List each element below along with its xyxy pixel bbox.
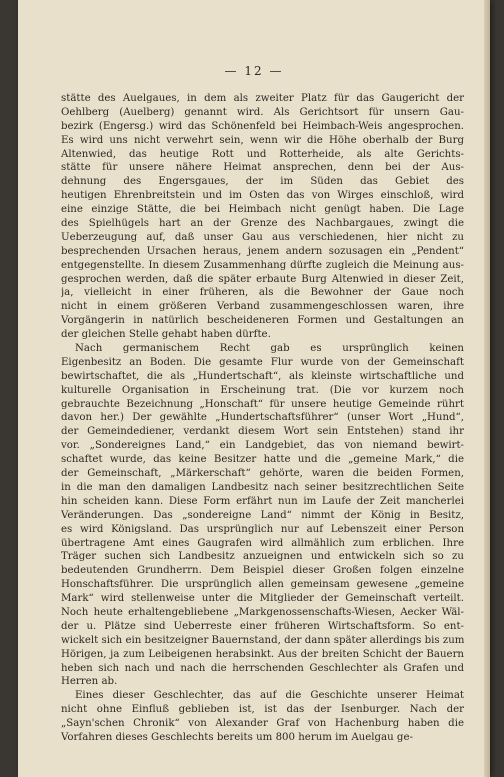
text-line: Hörigen, ja zum Leibeigenen herabsinkt. Aus der breiten Schicht der Bauern <box>61 648 464 660</box>
text-line: der u. Plätze sind Ueberreste einer früheren Wirtschaftsform. So ent- <box>61 620 464 632</box>
text-line: Altenwied, das heutige Rott und Rotterheide, als alte Gerichts- <box>61 148 464 160</box>
book-page <box>18 0 490 777</box>
text-line: Noch heute erhaltengebliebene „Markgenossenschafts-Wiesen, Aecker Wäl- <box>61 606 464 618</box>
text-line: kulturelle Organisation in Erscheinung trat. (Die vor kurzem noch <box>61 384 464 396</box>
text-line: nicht in einem größeren Verband zusammengeschlossen waren, ihre <box>61 301 464 313</box>
text-line: Oehlberg (Auelberg) genannt wird. Als Gerichtsort für unsern Gau- <box>61 106 464 118</box>
paragraph <box>61 342 464 689</box>
text-line: schaftet wurde, das keine Besitzer hatte und die „gemeine Mark,“ die <box>61 454 464 466</box>
text-line: es wird Königsland. Das ursprünglich nur auf Lebenszeit einer Person <box>61 523 464 535</box>
text-line: „Sayn'schen Chronik“ von Alexander Graf von Hachenburg haben die <box>61 718 464 730</box>
paragraph <box>61 92 464 342</box>
text-line: heutigen Ehrenbreitstein und im Osten das von Wirges einschloß, wird <box>61 190 464 202</box>
text-line: bezirk (Engersg.) wird das Schönenfeld bei Heimbach-Weis angesprochen. <box>61 120 464 132</box>
text-line: nicht ohne Einfluß geblieben ist, ist das der Isenburger. Nach der <box>61 704 464 716</box>
text-line: Nach germanischem Recht gab es ursprünglich keinen <box>75 343 464 355</box>
text-line: in die man den damaligen Landbesitz nach seiner besitzrechtlichen Seite <box>61 481 464 493</box>
text-line: Träger suchen sich Landbesitz anzueignen und entwickeln sich so zu <box>61 551 464 563</box>
text-line: dehnung des Engersgaues, der im Süden das Gebiet des <box>61 176 464 188</box>
text-line: hin scheiden kann. Diese Form erfährt nun im Laufe der Zeit mancherlei <box>61 495 464 507</box>
text-line: gesprochen werden, daß die später erbaute Burg Altenwied in dieser Zeit, <box>61 273 464 285</box>
page-edge <box>484 0 490 777</box>
text-line: Honschaftsführer. Die ursprünglich allen gemeinsam gewesene „gemeine <box>61 579 464 591</box>
text-line: Es wird uns nicht verwehrt sein, wenn wir die Höhe oberhalb der Burg <box>61 134 464 146</box>
text-line: bewirtschaftet, die als „Hundertschaft“, als kleinste wirtschaftliche und <box>61 370 464 382</box>
text-line: bedeutenden Grundherrn. Dem Beispiel dieser Großen folgen einzelne <box>61 565 464 577</box>
text-line: Vorfahren dieses Geschlechts bereits um 800 herum im Auelgau ge- <box>61 731 413 743</box>
text-line: ja, vielleicht in einer früheren, als die Bewohner der Gaue noch <box>61 287 464 299</box>
text-line: vor. „Sondereignes Land,“ ein Landgebiet, das von niemand bewirt- <box>61 440 464 452</box>
text-line: Ueberzeugung auf, daß unser Gau aus verschiedenen, hier nicht zu <box>61 231 464 243</box>
text-line: gebrauchte Bezeichnung „Honschaft“ für unsere heutige Gemeinde rührt <box>61 398 464 410</box>
text-line: Vorgängerin in natürlich bescheideneren Formen und Gestaltungen an <box>61 315 464 327</box>
text-line: der Gemeindediener, verdankt diesem Wort sein Entstehen) stand ihr <box>61 426 464 438</box>
text-line: der gleichen Stelle gehabt haben dürfte. <box>61 329 271 341</box>
text-line: wickelt sich ein besitzeigner Bauernstand, der dann später allerdings bis zum <box>61 634 464 646</box>
text-line: stätte des Auelgaues, in dem als zweiter Platz für das Gaugericht der <box>61 93 464 104</box>
text-line: besprechenden Ursachen heraus, jenem andern sozusagen ein „Pendent“ <box>61 245 464 257</box>
text-line: Herren ab. <box>61 676 118 688</box>
text-line: stätte für unsere nähere Heimat ansprechen, denn bei der Aus- <box>61 162 464 174</box>
page-number: — 12 — <box>224 64 284 78</box>
text-line: übertragene Amt eines Gaugrafen wird allmählich zum erblichen. Ihre <box>61 537 464 549</box>
paragraph <box>61 689 464 745</box>
text-line: entgegenstellte. In diesem Zusammenhang dürfte zugleich die Meinung aus- <box>61 259 464 271</box>
text-line: der Gemeinschaft, „Märkerschaft“ gehörte, waren die beiden Formen, <box>61 468 464 480</box>
text-line: Eines dieser Geschlechter, das auf die Geschichte unserer Heimat <box>75 690 464 702</box>
text-line: davon her.) Der gewählte „Hundertschaftsführer“ (unser Wort „Hund“, <box>61 412 464 424</box>
text-line: Eigenbesitz an Boden. Die gesamte Flur wurde von der Gemeinschaft <box>61 356 464 368</box>
text-line: des Spielhügels hart an der Grenze des Nachbargaues, zwingt die <box>61 218 464 230</box>
text-line: Mark“ wird stellenweise unter die Mitglieder der Gemeinschaft verteilt. <box>61 593 464 605</box>
text-line: Veränderungen. Das „sondereigne Land“ nimmt der König in Besitz, <box>61 509 464 521</box>
text-line: eine einzige Stätte, die bei Heimbach nicht genügt haben. Die Lage <box>61 204 464 216</box>
text-line: heben sich nach und nach die herrschenden Geschlechter als Grafen und <box>61 662 464 674</box>
body-text <box>61 92 464 745</box>
